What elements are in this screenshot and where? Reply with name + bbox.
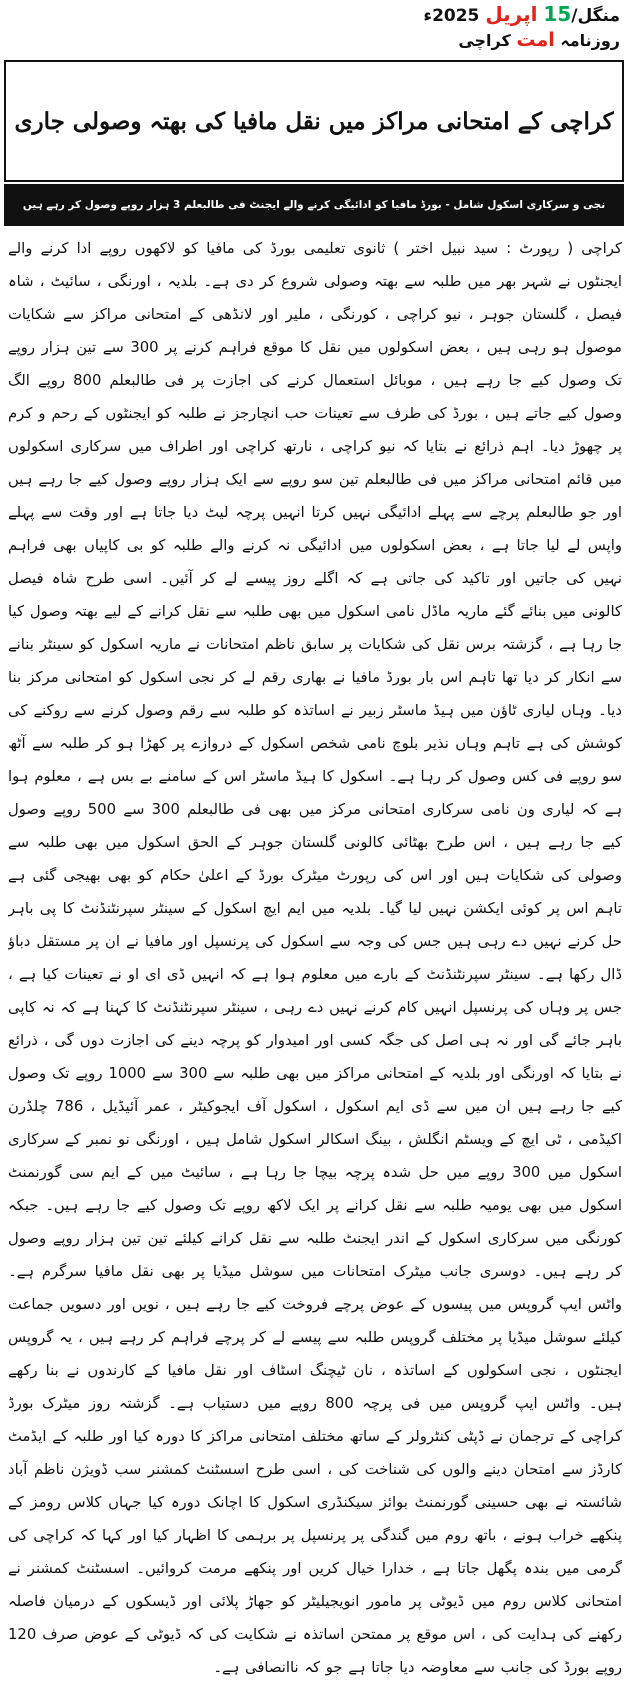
month-name: اپریل (485, 2, 538, 26)
subheadline: نجی و سرکاری اسکول شامل - بورڈ مافیا کو ادائیگی کرنے والے ایجنٹ فی طالبعلم 3 ہزار روپے وصول کر رہے ہیں (22, 199, 606, 211)
subheadline-bar (4, 184, 624, 226)
weekday: منگل (577, 6, 620, 26)
city-name: کراچی (458, 31, 511, 50)
article-body (8, 232, 622, 1688)
day-number: 15 (543, 2, 572, 26)
year: 2025ء (423, 6, 480, 26)
headline-box (4, 60, 624, 182)
article-paragraph: کراچی ( رپورٹ : سید نبیل اختر ) ثانوی تعلیمی بورڈ کی مافیا کو لاکھوں روپے ادا کرنے والے ایجنٹوں نے شہر بھر میں طلبہ سے بھتہ وصولی شروع کر دی ہے۔ بلدیہ ، اورنگی ، سائیٹ ، شاہ فیصل ، گلستان جوہر ، نیو کراچی ، کورنگی ، ملیر اور لانڈھی کے امتحانی مراکز سے شکایات موصول ہو رہی ہیں ، بعض اسکولوں میں نقل کا موقع فراہم کرنے پر 300 سے تین ہزار روپے تک وصول کیے جا رہے ہیں ، موبائل استعمال کرنے کی اجازت پر فی طالبعلم 800 روپے الگ وصول کیے جاتے ہیں ، بورڈ کی طرف سے تعینات حب انچارجز نے طلبہ کو ایجنٹوں کے رحم و کرم پر چھوڑ دیا۔ اہم ذرائع نے بتایا کہ نیو کراچی ، نارتھ کراچی اور اطراف میں سرکاری اسکولوں میں قائم امتحانی مراکز میں فی طالبعلم تین سو روپے سے ایک ہزار روپے وصول کیے جا رہے ہیں اور جو طالبعلم پرچے سے پہلے ادائیگی نہیں کرتا انہیں پرچہ لیٹ دیا جاتا ہے اور وقت سے پہلے واپس لے لیا جاتا ہے ، بعض اسکولوں میں ادائیگی نہ کرنے والے طلبہ کو بی کاپیاں بھی فراہم نہیں کی جاتیں اور تاکید کی جاتی ہے کہ اگلے روز پیسے لے کر آئیں۔ اسی طرح شاہ فیصل کالونی میں بنائے گئے ماریہ ماڈل نامی اسکول میں بھی طلبہ سے نقل کرانے کے لیے بھتہ وصول کیا جا رہا ہے ، گزشتہ برس نقل کی شکایات پر سابق ناظم امتحانات نے ماریہ اسکول کو سینٹر بنانے سے انکار کر دیا تھا تاہم اس بار بورڈ مافیا نے بھاری رقم لے کر نجی اسکول کو امتحانی مرکز بنا دیا۔ وہاں لیاری ٹاؤن میں ہیڈ ماسٹر زبیر نے اساتذہ کو طلبہ سے رقم وصول کرنے سے روکنے کی کوشش کی ہے تاہم وہاں نذیر بلوچ نامی شخص اسکول کے دروازے پر کھڑا ہو کر طلبہ سے آٹھ سو روپے فی کس وصول کر رہا ہے۔ اسکول کا ہیڈ ماسٹر اس کے سامنے بے بس ہے ، معلوم ہوا ہے کہ لیاری ون نامی سرکاری امتحانی مرکز میں بھی فی طالبعلم 300 سے 500 روپے وصول کیے جا رہے ہیں ، اس طرح بھٹائی کالونی گلستان جوہر کے الحق اسکول میں بھی طلبہ سے وصولی کی شکایات ہیں اور اس کی رپورٹ میٹرک بورڈ کے اعلیٰ حکام کو بھی بھیجی گئی ہے تاہم اس پر کوئی ایکشن نہیں لیا گیا۔ بلدیہ میں ایم ایچ اسکول کے سینٹر سپرنٹنڈنٹ کا پی باہر حل کرنے نہیں دے رہی ہیں جس کی وجہ سے اسکول کی پرنسپل اور مافیا نے ان پر مستقل دباؤ ڈال رکھا ہے۔ سینٹر سپرنٹنڈنٹ کے بارے میں معلوم ہوا ہے کہ انہیں ڈی ای او نے تعینات کیا ہے ، جس پر وہاں کی پرنسپل انہیں کام کرنے نہیں دے رہی ، سینٹر سپرنٹنڈنٹ کا کہنا ہے کہ نہ کاپی باہر جائے گی اور نہ ہی اصل کی جگہ کسی اور امیدوار کو پرچہ دینے کی اجازت دوں گی ، ذرائع نے بتایا کہ اورنگی اور بلدیہ کے امتحانی مراکز میں بھی طلبہ سے 300 سے 1000 روپے تک وصول کیے جا رہے ہیں ان میں سے ڈی ایم اسکول ، اسکول آف ایجوکیٹر ، عمر آئیڈیل ، 786 چلڈرن اکیڈمی ، ٹی ایچ کے ویسٹم انگلش ، بینگ اسکالر اسکول شامل ہیں ، اورنگی نو نمبر کے سرکاری اسکول میں 300 روپے میں حل شدہ پرچہ بیچا جا رہا ہے ، سائیٹ میں کے ایم سی گورنمنٹ اسکول میں بھی یومیہ طلبہ سے نقل کرانے پر ایک لاکھ روپے تک وصول کیے جا رہے ہیں۔ جبکہ کورنگی میں سرکاری اسکول کے اندر ایجنٹ طلبہ سے نقل کرانے کیلئے تین تین ہزار روپے وصول کر رہے ہیں۔ دوسری جانب میٹرک امتحانات میں سوشل میڈیا پر بھی نقل مافیا سرگرم ہے۔ واٹس ایپ گروپس میں پیسوں کے عوض پرچے فروخت کیے جا رہے ہیں ، نویں اور دسویں جماعت کیلئے سوشل میڈیا پر مختلف گروپس طلبہ سے پیسے لے کر پرچے فراہم کر رہے ہیں ، یہ گروپس ایجنٹوں ، نجی اسکولوں کے اساتذہ ، نان ٹیچنگ اسٹاف اور نقل مافیا کے کارندوں نے بنا رکھے ہیں۔ واٹس ایپ گروپس میں فی پرچہ 800 روپے میں دستیاب ہے۔ گزشتہ روز میٹرک بورڈ کراچی کے ترجمان نے ڈپٹی کنٹرولر کے ساتھ مختلف امتحانی مراکز کا دورہ کیا اور طلبہ کے ایڈمٹ کارڈز سے امتحان دینے والوں کی شناخت کی ، اسی طرح اسسٹنٹ کمشنر سب ڈویژن ناظم آباد شائستہ نے بھی حسینی گورنمنٹ بوائز سیکنڈری اسکول کا اچانک دورہ کیا جہاں کلاس رومز کے پنکھے خراب ہونے ، باتھ روم میں گندگی پر پرنسپل پر برہمی کا اظہار کیا اور کہا کہ کراچی کی گرمی میں بندہ پگھل جاتا ہے ، خدارا خیال کریں اور پنکھے مرمت کروائیں۔ اسسٹنٹ کمشنر نے امتحانی کلاس روم میں ڈیوٹی پر مامور انویجیلیٹر کو جھاڑ پلائی اور ڈیسکوں کے درمیان فاصلہ رکھنے کی ہدایت کی ، اس موقع پر ممتحن اساتذہ نے شکایت کی کہ ڈیوٹی کے عوض صرف 120 روپے بورڈ کی جانب سے معاوضہ دیا جاتا ہے جو کہ ناانصافی ہے۔ (8, 240, 622, 1676)
masthead (320, 2, 620, 53)
paper-prefix: روزنامہ (560, 31, 620, 50)
paper-brand: امت (516, 29, 555, 51)
date-line: منگل/15 اپریل 2025ء (423, 2, 620, 26)
headline: کراچی کے امتحانی مراکز میں نقل مافیا کی بھتہ وصولی جاری (14, 107, 614, 135)
paper-line (320, 28, 620, 53)
